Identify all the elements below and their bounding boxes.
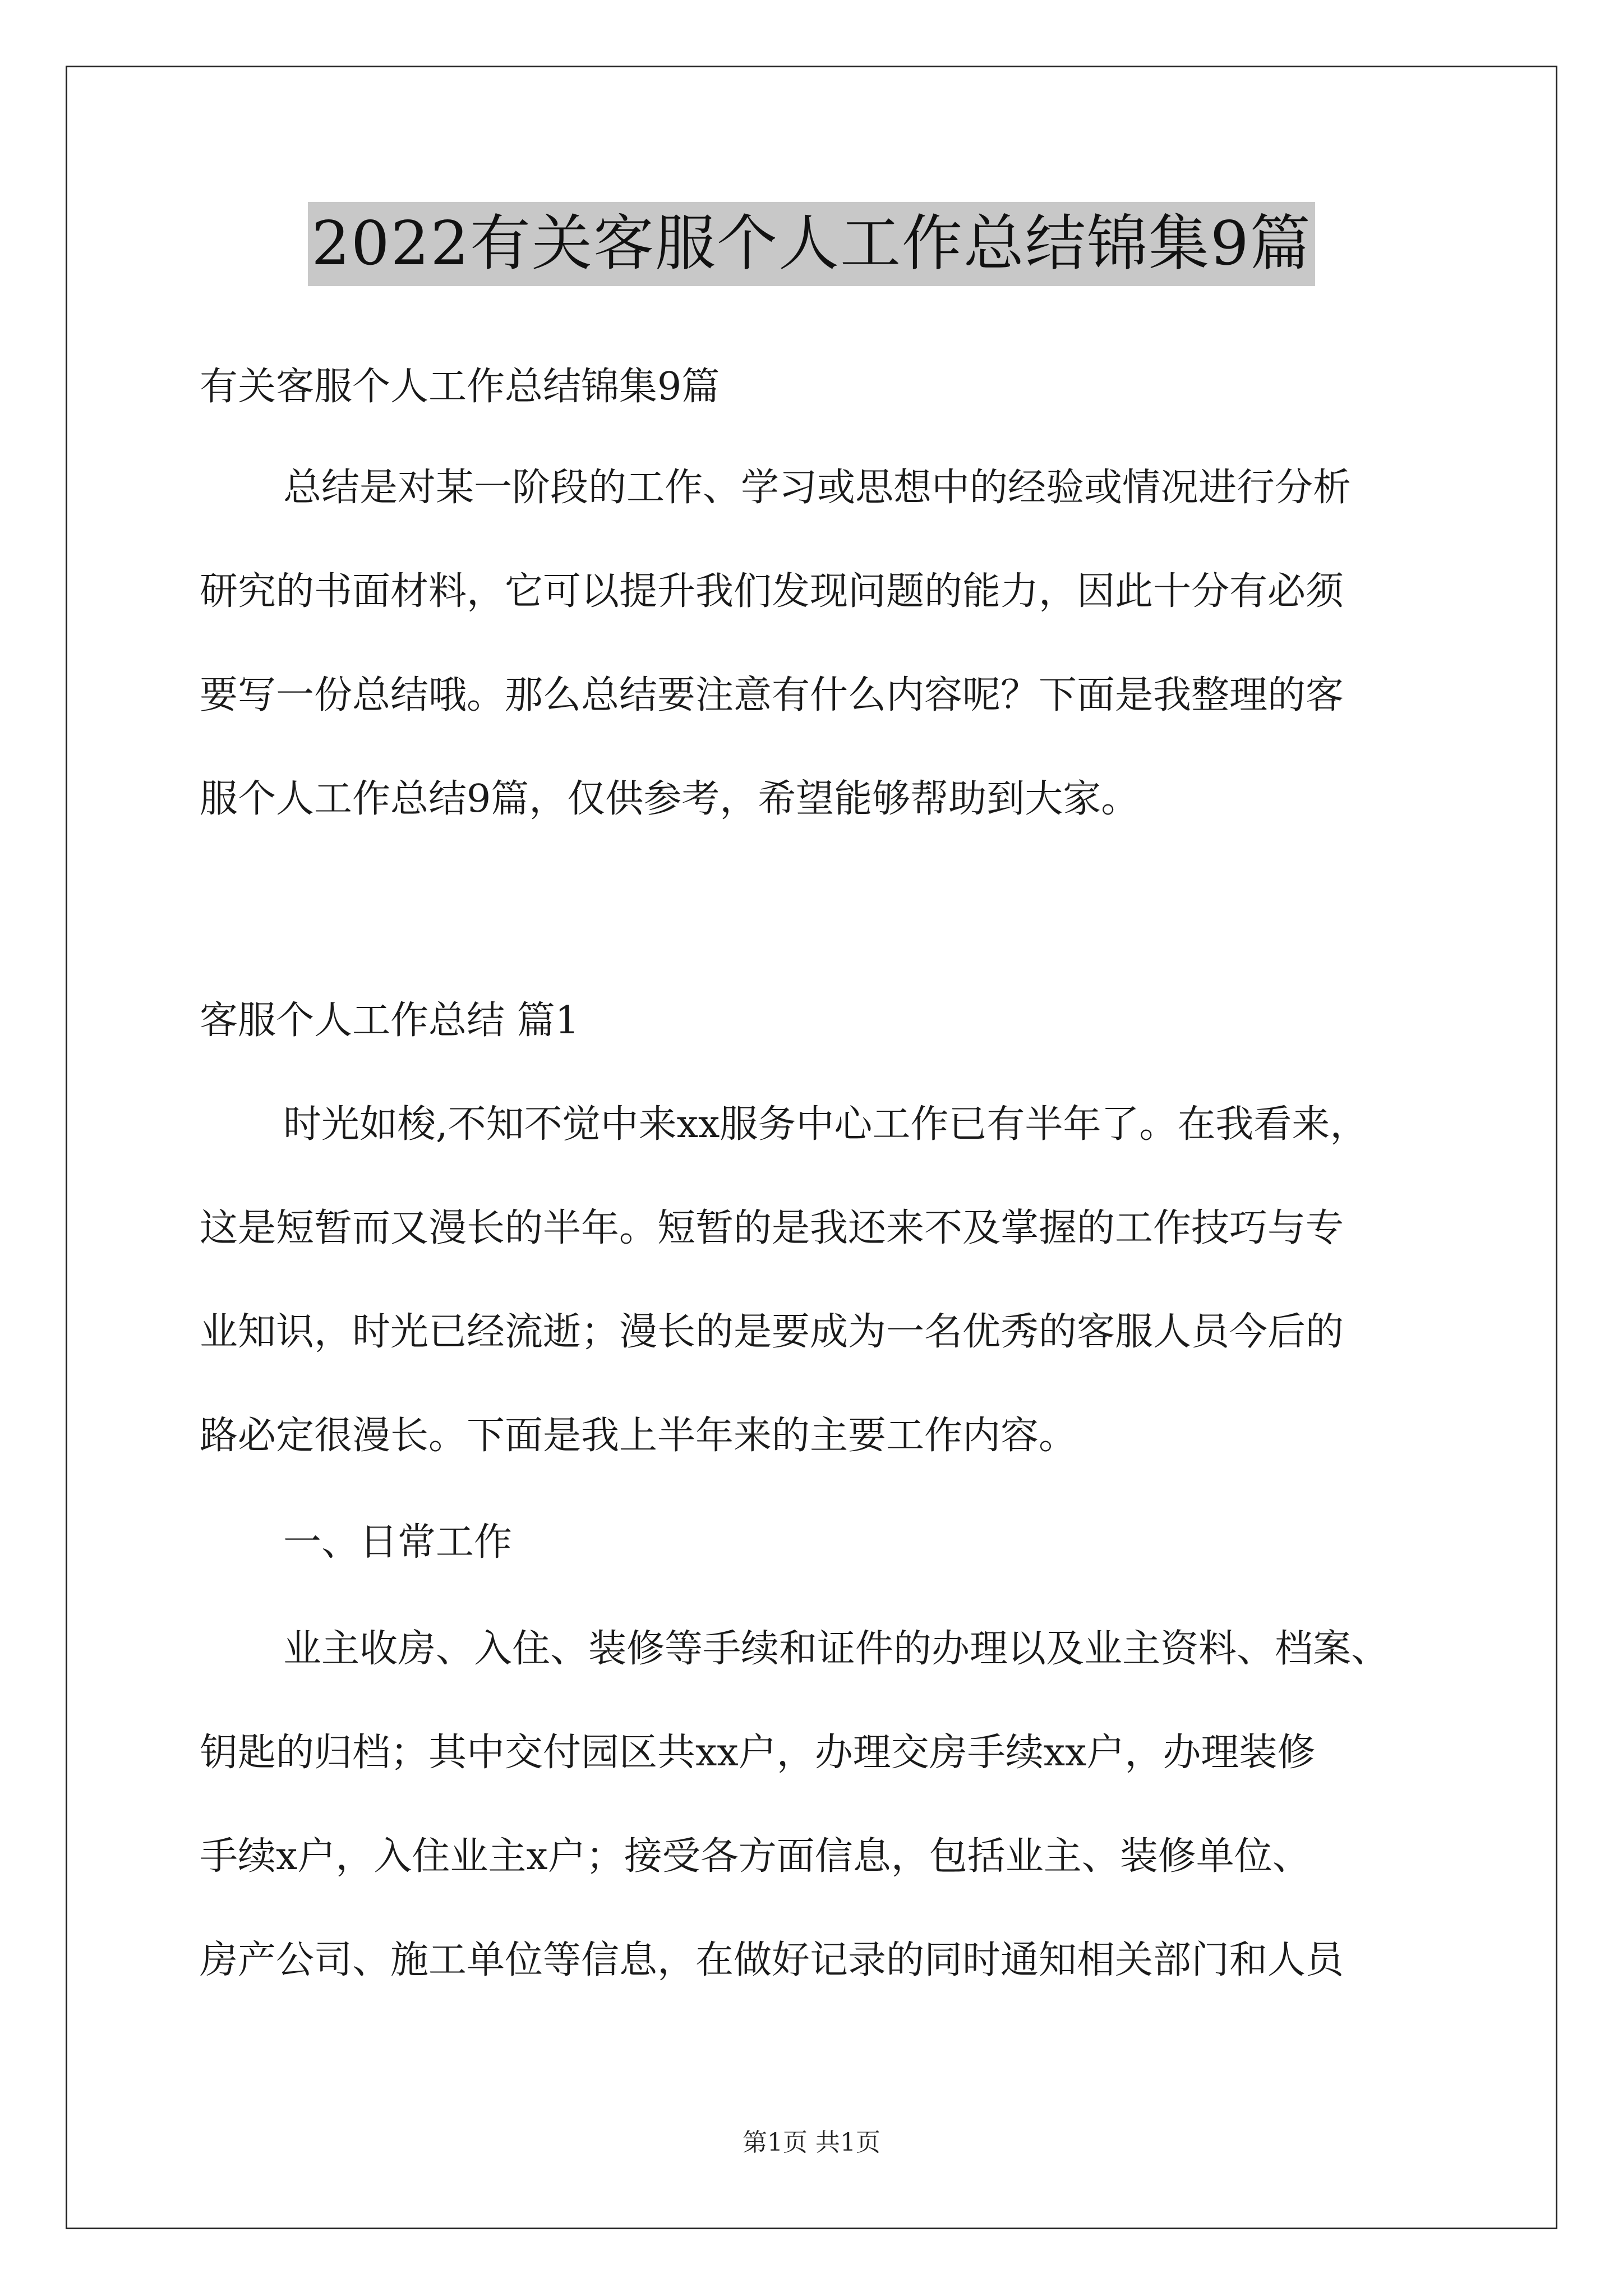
paragraph-line: 房产公司、施工单位等信息，在做好记录的同时通知相关部门和人员 xyxy=(200,1938,1344,1982)
subsection-heading: 一、日常工作 xyxy=(283,1520,513,1565)
paragraph-line: 总结是对某一阶段的工作、学习或思想中的经验或情况进行分析 xyxy=(283,466,1352,510)
paragraph-line: 路必定很漫长。下面是我上半年来的主要工作内容。 xyxy=(200,1414,1077,1458)
paragraph-line: 要写一份总结哦。那么总结要注意有什么内容呢？下面是我整理的客 xyxy=(200,673,1344,717)
paragraph-line: 服个人工作总结9篇，仅供参考，希望能够帮助到大家。 xyxy=(200,777,1140,821)
paragraph-line: 研究的书面材料，它可以提升我们发现问题的能力，因此十分有必须 xyxy=(200,569,1344,614)
section-heading: 客服个人工作总结 篇1 xyxy=(200,999,579,1043)
paragraph-line: 时光如梭,不知不觉中来xx服务中心工作已有半年了。在我看来， xyxy=(283,1102,1368,1147)
page-footer: 第1页 共1页 xyxy=(743,2128,880,2157)
title-container xyxy=(0,202,1623,286)
paragraph-line: 这是短暂而又漫长的半年。短暂的是我还来不及掌握的工作技巧与专 xyxy=(200,1206,1344,1250)
document-title: 2022有关客服个人工作总结锦集9篇 xyxy=(308,202,1315,286)
paragraph-line: 业知识，时光已经流逝；漫长的是要成为一名优秀的客服人员今后的 xyxy=(200,1310,1344,1354)
subtitle-line: 有关客服个人工作总结锦集9篇 xyxy=(200,365,720,409)
paragraph-line: 钥匙的归档；其中交付园区共xx户，办理交房手续xx户，办理装修 xyxy=(200,1731,1316,1775)
paragraph-line: 手续x户，入住业主x户；接受各方面信息，包括业主、装修单位、 xyxy=(200,1834,1311,1879)
paragraph-line: 业主收房、入住、装修等手续和证件的办理以及业主资料、档案、 xyxy=(283,1627,1390,1671)
